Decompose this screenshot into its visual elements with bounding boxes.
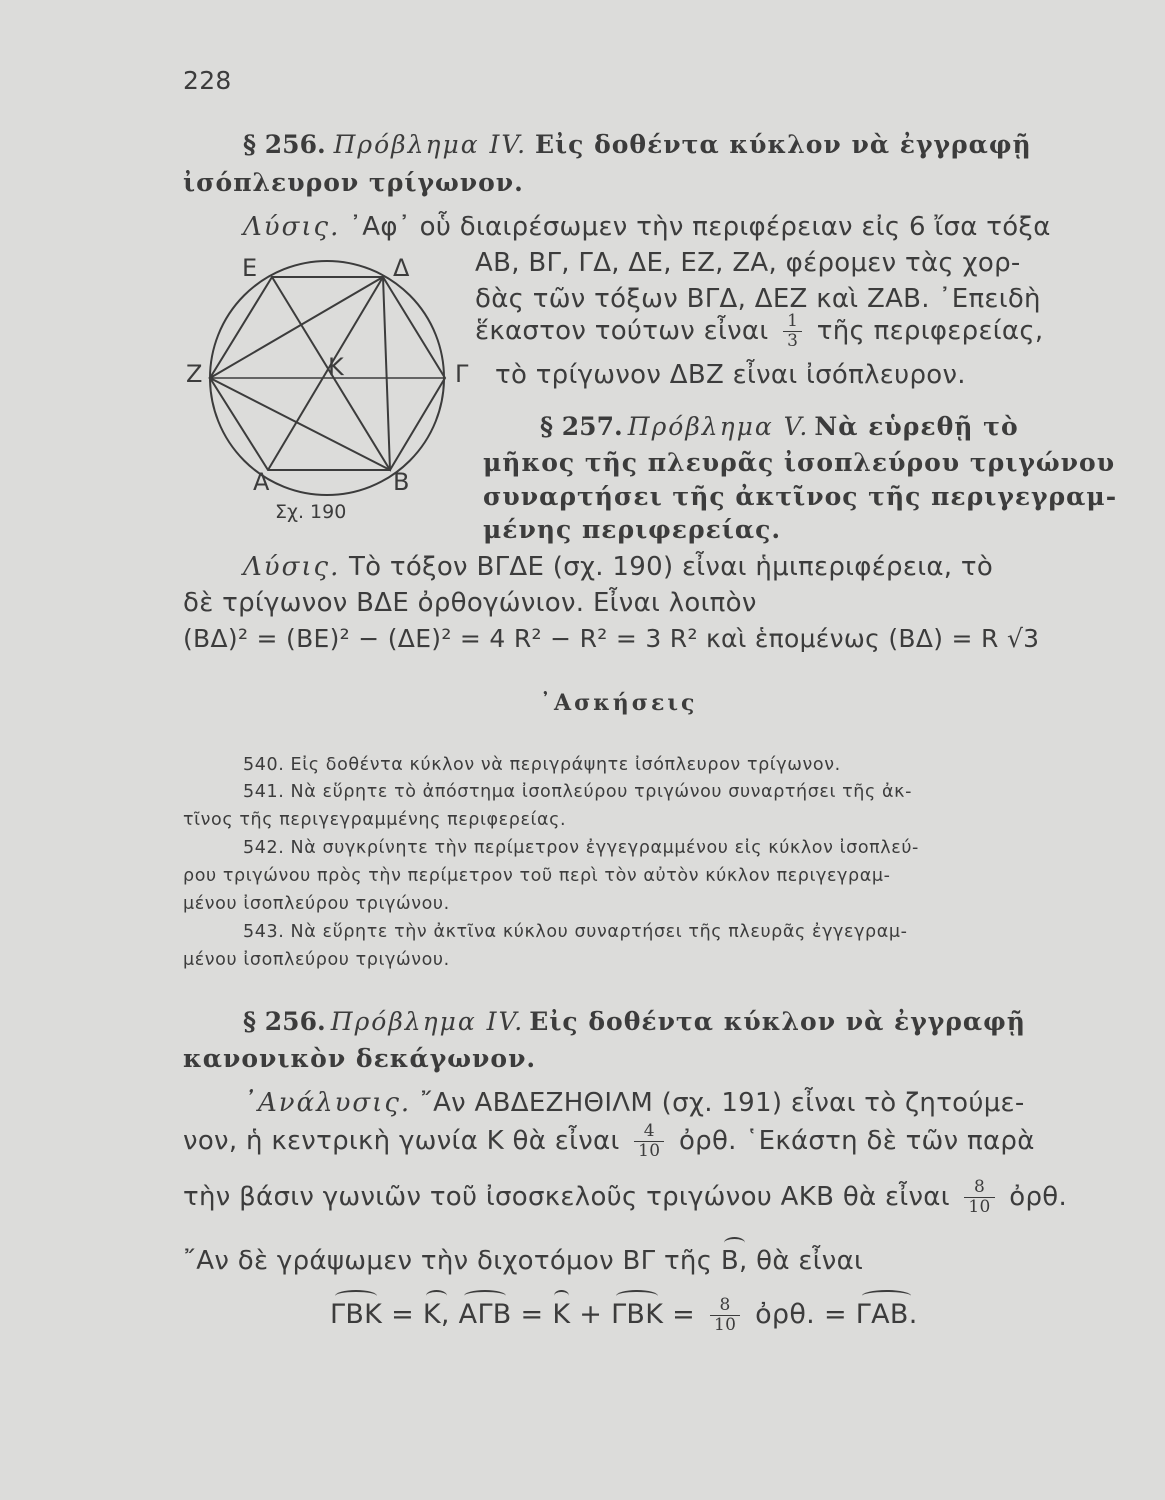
solution-line-4 — [475, 312, 1043, 351]
problem-5-title-3: συναρτήσει τῆς ἀκτῖνος τῆς περιγεγραμ- — [483, 482, 1118, 511]
formula: (ΒΔ)² = (ΒΕ)² − (ΔΕ)² = 4 R² − R² = 3 R² καὶ ἑπομένως (ΒΔ) = R √3 — [183, 624, 1040, 653]
exercise-541-cont: τῖνος τῆς περιγεγραμμένης περιφερείας. — [183, 810, 567, 830]
analysis-line-4: ῎Αν δὲ γράψωμεν τὴν διχοτόμον ΒΓ τῆς Β, θὰ εἶναι — [183, 1246, 864, 1276]
angle-agb: ΑΓΒ — [458, 1299, 512, 1330]
fraction-one-third: $\frac{1}{3}$ — [783, 312, 802, 351]
label-G: Γ — [455, 360, 469, 388]
problem-label: Πρόβλημα V. — [627, 412, 810, 441]
section-number: § 257. — [540, 412, 623, 441]
solution-text: Τὸ τόξον ΒΓΔΕ (σχ. 190) εἶναι ἡμιπεριφέρεια, τὸ — [348, 552, 994, 582]
solution-label: Λύσις. — [243, 552, 341, 582]
triangle-dbz — [210, 277, 390, 470]
solution-label: Λύσις. — [243, 212, 341, 242]
section-number: § 256. — [243, 1007, 326, 1036]
problem-label: Πρόβλημα IV. — [330, 1007, 525, 1036]
problem-4-heading — [243, 130, 1032, 159]
diagonal-da — [268, 277, 383, 470]
exercise-543-cont: μένου ἰσοπλεύρου τριγώνου. — [183, 950, 450, 970]
angle-b: Β, — [720, 1246, 748, 1276]
problem-5-title-4: μένης περιφερείας. — [483, 515, 782, 544]
angle-gbk: ΓΒΚ — [330, 1299, 383, 1330]
exercise-540: 540. Εἰς δοθέντα κύκλον νὰ περιγράψητε ἰσόπλευρον τρίγωνον. — [243, 755, 841, 775]
problem-title-cont: ἰσόπλευρον τρίγωνον. — [183, 168, 524, 197]
problem-5-heading — [540, 412, 1019, 441]
label-Z: Ζ — [186, 360, 203, 388]
angle-gbk: ΓΒΚ — [611, 1299, 664, 1330]
angle-equation: ΓΒΚ = Κ, ΑΓΒ = Κ + ΓΒΚ = $\frac{8}{10}$ ὀρθ. = ΓΑΒ. — [330, 1295, 918, 1335]
analysis-line-1 — [243, 1088, 1025, 1118]
angle-k: Κ, — [422, 1299, 450, 1330]
analysis-text: ῎Αν ΑΒΔΕΖΗΘΙΛΜ (σχ. 191) εἶναι τὸ ζητούμε- — [419, 1088, 1025, 1118]
solution-text: τῆς περιφερείας, — [816, 316, 1044, 346]
exercise-543: 543. Νὰ εὕρητε τὴν ἀκτῖνα κύκλου συναρτήσει τῆς πλευρᾶς ἐγγεγραμ- — [243, 922, 908, 942]
problem-label: Πρόβλημα IV. — [333, 130, 528, 159]
problem-title: Εἰς δοθέντα κύκλον νὰ ἐγγραφῇ — [535, 130, 1032, 159]
label-E: Ε — [242, 254, 258, 282]
exercise-541: 541. Νὰ εὕρητε τὸ ἀπόστημα ἰσοπλεύρου τριγώνου συναρτήσει τῆς ἀκ- — [243, 782, 912, 802]
fraction-4-10: $\frac{4}{10}$ — [634, 1122, 664, 1161]
solution-line-2: ΑΒ, ΒΓ, ΓΔ, ΔΕ, ΕΖ, ΖΑ, φέρομεν τὰς χορ- — [475, 248, 1021, 278]
analysis-line-2: νον, ἡ κεντρικὴ γωνία Κ θὰ εἶναι $\frac{4}{10}$ ὀρθ. ῾Εκάστη δὲ τῶν παρὰ — [183, 1121, 1035, 1161]
figure-caption: Σχ. 190 — [275, 501, 347, 523]
exercises-heading: ᾿Ασκήσεις — [540, 690, 698, 716]
exercise-542: 542. Νὰ συγκρίνητε τὴν περίμετρον ἐγγεγραμμένου εἰς κύκλον ἰσοπλεύ- — [243, 838, 919, 858]
solution-line-5: τὸ τρίγωνον ΔΒΖ εἶναι ἰσόπλευρον. — [495, 360, 966, 390]
solution-text: ᾿Αφ᾿ οὗ διαιρέσωμεν τὴν περιφέρειαν εἰς 6 ἴσα τόξα — [348, 212, 1051, 242]
problem-decagon-heading — [243, 1007, 1026, 1036]
solution-5-line-1 — [243, 552, 993, 582]
label-A: Α — [253, 468, 270, 496]
fraction-8-10: $\frac{8}{10}$ — [964, 1178, 994, 1217]
section-number: § 256. — [243, 130, 326, 159]
solution-5-line-2: δὲ τρίγωνον ΒΔΕ ὀρθογώνιον. Εἶναι λοιπὸν — [183, 588, 757, 618]
solution-line-3: δὰς τῶν τόξων ΒΓΔ, ΔΕΖ καὶ ΖΑΒ. ᾿Επειδὴ — [475, 284, 1041, 314]
figure-190 — [178, 250, 478, 530]
analysis-line-3: τὴν βάσιν γωνιῶν τοῦ ἰσοσκελοῦς τριγώνου ΑΚΒ θὰ εἶναι $\frac{8}{10}$ ὀρθ. — [183, 1177, 1068, 1217]
problem-decagon-title-2: κανονικὸν δεκάγωνον. — [183, 1044, 537, 1073]
fraction-8-10: $\frac{8}{10}$ — [710, 1296, 740, 1335]
exercise-542-cont-1: ρου τριγώνου πρὸς τὴν περίμετρον τοῦ περὶ τὸν αὐτὸν κύκλον περιγεγραμ- — [183, 866, 891, 886]
angle-gab: ΓΑΒ. — [855, 1299, 918, 1330]
label-D: Δ — [393, 254, 410, 282]
problem-5-title-2: μῆκος τῆς πλευρᾶς ἰσοπλεύρου τριγώνου — [483, 448, 1116, 477]
solution-text: ἕκαστον τούτων εἶναι — [475, 316, 769, 346]
problem-title: Νὰ εὑρεθῇ τὸ — [814, 412, 1019, 441]
problem-title: Εἰς δοθέντα κύκλον νὰ ἐγγραφῇ — [529, 1007, 1026, 1036]
solution-line-1 — [243, 212, 1051, 242]
analysis-label: ᾿Ανάλυσις. — [243, 1088, 412, 1118]
exercise-542-cont-2: μένου ἰσοπλεύρου τριγώνου. — [183, 894, 450, 914]
angle-k: Κ — [552, 1299, 571, 1330]
page-number: 228 — [183, 66, 232, 95]
label-B: Β — [393, 468, 410, 496]
label-K: Κ — [328, 353, 344, 381]
